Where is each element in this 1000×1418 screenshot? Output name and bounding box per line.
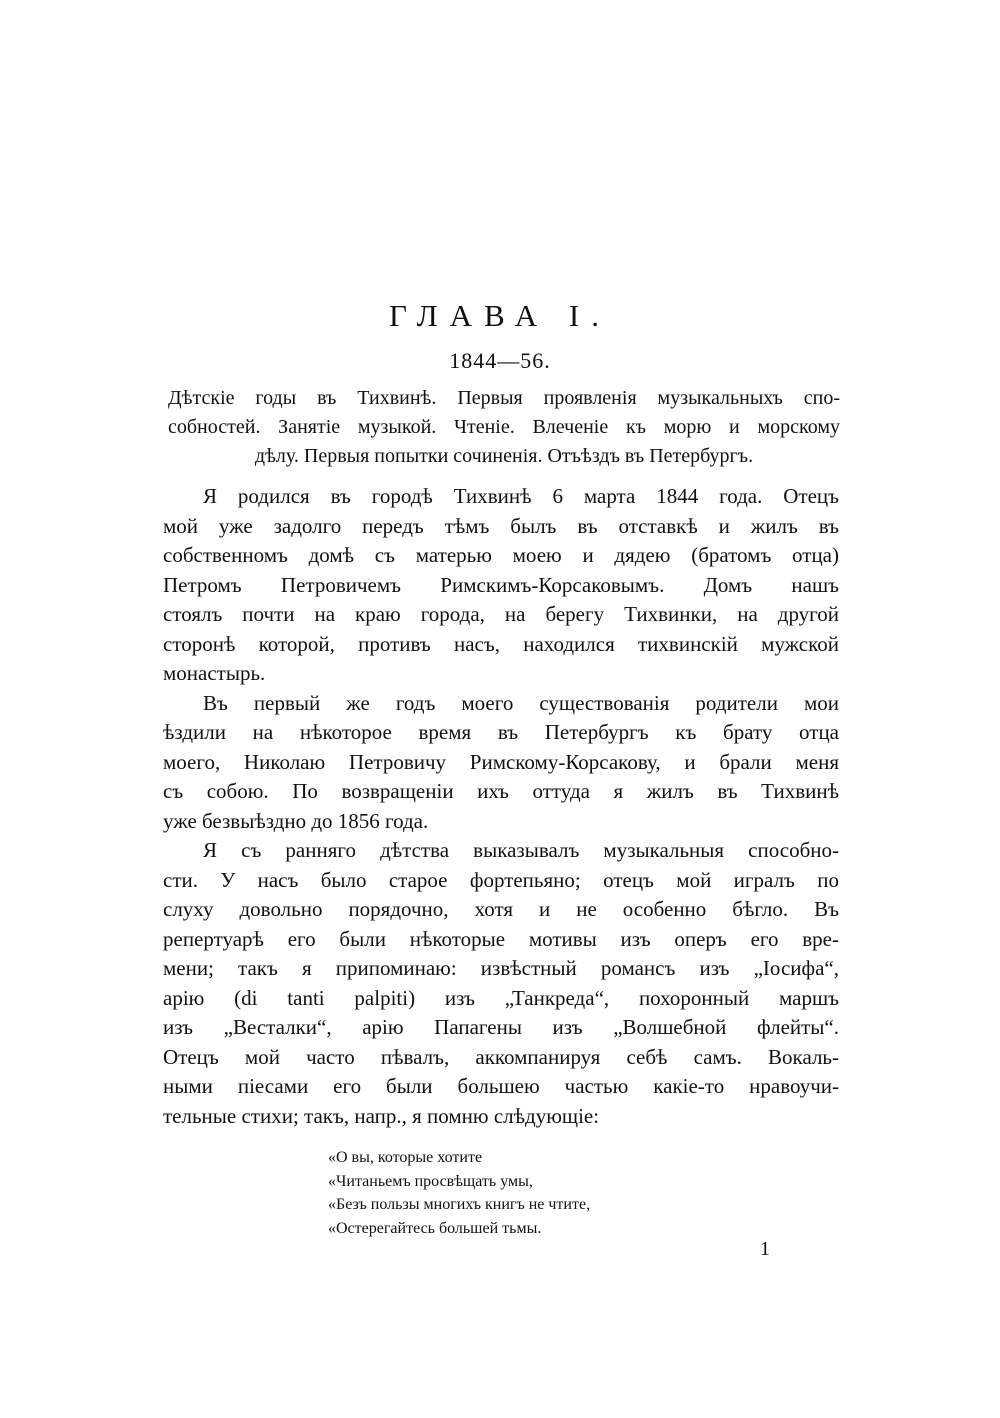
text-line: Петромъ Петровичемъ Римскимъ-Корсаковымъ. Домъ нашъ (163, 572, 839, 597)
paragraph (163, 689, 839, 837)
text-line: мой уже задолго передъ тѣмъ былъ въ отставкѣ и жилъ въ (163, 513, 839, 538)
paragraph (163, 836, 839, 1131)
summary-line: собностей. Занятіе музыкой. Чтеніе. Влеченіе къ морю и морскому (168, 416, 840, 438)
chapter-years: 1844—56. (449, 348, 551, 373)
verse-line: «Читаньемъ просвѣщать умы, (328, 1172, 533, 1190)
chapter-title: ГЛАВА I. (389, 298, 611, 333)
text-line: Въ первый же годъ моего существованія родители мои (203, 690, 839, 715)
text-line: стоялъ почти на краю города, на берегу Тихвинки, на другой (163, 602, 839, 626)
text-line: ѣздили на нѣкоторое время въ Петербургъ къ брату отца (163, 720, 839, 744)
text-line: мени; такъ я припоминаю: извѣстный романсъ изъ „Іосифа“, (163, 956, 839, 980)
summary-line: дѣлу. Первыя попытки сочиненія. Отъѣздъ въ Петербургъ. (254, 445, 754, 467)
text-line: Отецъ мой часто пѣвалъ, аккомпанируя себѣ самъ. Вокаль- (163, 1044, 839, 1069)
paragraph (163, 482, 839, 689)
text-line: уже безвыѣздно до 1856 года. (163, 808, 429, 833)
text-line: ными піесами его были большею частью какіе-то нравоучи- (163, 1074, 839, 1098)
verse-line: «Остерегайтесь большей тьмы. (328, 1219, 542, 1237)
page-number: 1 (760, 1238, 770, 1260)
verse-quote (328, 1146, 728, 1240)
text-line: съ собою. По возвращеніи ихъ оттуда я жилъ въ Тихвинѣ (163, 779, 839, 803)
text-line: сти. У насъ было старое фортепьяно; отецъ мой игралъ по (163, 867, 839, 892)
text-line: Я съ ранняго дѣтства выказывалъ музыкальныя способно- (203, 838, 839, 862)
text-line: арію (di tanti palpiti) изъ „Танкреда“, похоронный маршъ (163, 985, 839, 1010)
text-line: репертуарѣ его были нѣкоторые мотивы изъ оперъ его вре- (163, 926, 839, 951)
summary-line: Дѣтскіе годы въ Тихвинѣ. Первыя проявленія музыкальныхъ спо- (168, 387, 840, 409)
chapter-summary (168, 384, 840, 471)
text-line: моего, Николаю Петровичу Римскому-Корсакову, и брали меня (163, 749, 839, 774)
text-line: монастырь. (163, 661, 266, 685)
text-line: сторонѣ которой, противъ насъ, находился тихвинскій мужской (163, 631, 839, 656)
text-line: изъ „Весталки“, арію Папагены изъ „Волшебной флейты“. (163, 1015, 839, 1039)
verse-line: «Безъ пользы многихъ книгъ не чтите, (328, 1196, 591, 1213)
text-line: собственномъ домѣ съ матерью моею и дядею (братомъ отца) (163, 543, 839, 567)
text-line: слуху довольно порядочно, хотя и не особенно бѣгло. Въ (163, 897, 839, 921)
text-line: Я родился въ городѣ Тихвинѣ 6 марта 1844 года. Отецъ (203, 484, 839, 508)
text-line: тельные стихи; такъ, напр., я помню слѣдующіе: (163, 1103, 600, 1128)
body-text (163, 482, 839, 1131)
verse-line: «О вы, которые хотите (328, 1149, 483, 1166)
